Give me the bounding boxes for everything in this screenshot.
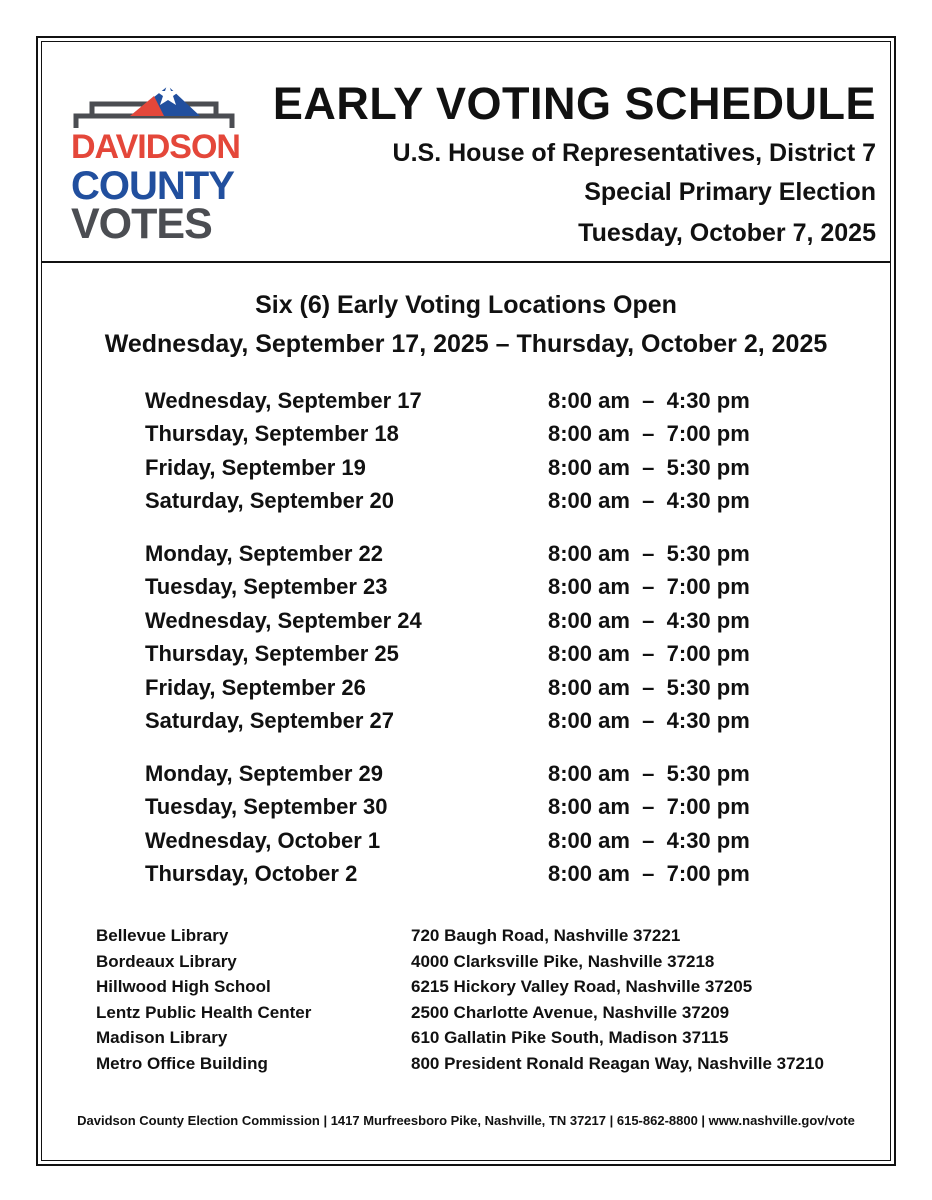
location-name: Madison Library: [96, 1028, 228, 1048]
election-office: U.S. House of Representatives, District 7: [392, 139, 876, 167]
schedule-day: Thursday, September 18: [145, 421, 399, 447]
location-address: 610 Gallatin Pike South, Madison 37115: [411, 1028, 729, 1048]
schedule-row: [145, 824, 845, 857]
footer-contact: Davidson County Election Commission | 1417 Murfreesboro Pike, Nashville, TN 37217 | 615-862-8800 | www.nashville.gov/vote: [77, 1113, 855, 1128]
election-type: Special Primary Election: [584, 178, 876, 206]
logo-line-votes: VOTES: [71, 200, 212, 248]
location-address: 2500 Charlotte Avenue, Nashville 37209: [411, 1002, 730, 1022]
schedule-hours: 8:00 am – 5:30 pm: [548, 454, 750, 480]
schedule-hours: 8:00 am – 4:30 pm: [548, 488, 750, 514]
logo-line-county: COUNTY: [71, 164, 234, 208]
schedule-hours: 8:00 am – 4:30 pm: [548, 827, 750, 853]
schedule-row: [145, 604, 845, 637]
schedule-day: Wednesday, September 17: [145, 388, 422, 413]
election-date: Tuesday, October 7, 2025: [578, 219, 876, 247]
location-address: 720 Baugh Road, Nashville 37221: [411, 926, 681, 945]
schedule-row: [145, 451, 845, 484]
schedule-day: Saturday, September 27: [145, 708, 395, 733]
locations-open-heading: Six (6) Early Voting Locations Open: [255, 291, 677, 319]
schedule-row: [145, 757, 845, 790]
schedule-hours: 8:00 am – 4:30 pm: [548, 607, 750, 633]
schedule-day: Wednesday, September 24: [145, 607, 422, 633]
page-title: EARLY VOTING SCHEDULE: [272, 78, 876, 129]
location-name: Metro Office Building: [96, 1053, 268, 1073]
schedule-day: Saturday, September 20: [145, 488, 395, 514]
schedule-day: Friday, September 19: [145, 454, 366, 480]
location-name: Hillwood High School: [96, 977, 271, 997]
schedule-row: [145, 537, 845, 570]
schedule-day: Wednesday, October 1: [145, 827, 381, 853]
location-row: [96, 1054, 886, 1080]
schedule-day: Thursday, October 2: [145, 861, 358, 887]
logo-line-davidson: DAVIDSON: [71, 128, 240, 166]
location-row: [96, 1028, 886, 1054]
location-name: Bordeaux Library: [96, 951, 237, 971]
schedule-day: Friday, September 26: [145, 674, 366, 700]
schedule-row: [145, 484, 845, 517]
location-name: Lentz Public Health Center: [96, 1002, 312, 1022]
schedule-hours: 8:00 am – 7:00 pm: [548, 794, 750, 820]
location-address: 800 President Ronald Reagan Way, Nashville 37210: [411, 1053, 824, 1073]
schedule-hours: 8:00 am – 7:00 pm: [548, 574, 750, 600]
date-range-heading: Wednesday, September 17, 2025 – Thursday, October 2, 2025: [104, 330, 828, 358]
location-row: [96, 952, 886, 978]
location-row: [96, 977, 886, 1003]
location-address: 6215 Hickory Valley Road, Nashville 37205: [411, 977, 753, 997]
schedule-day: Monday, September 22: [145, 541, 383, 566]
schedule-row: [145, 704, 845, 737]
ballot-box-icon: [68, 72, 240, 132]
schedule-hours: 8:00 am – 5:30 pm: [548, 761, 750, 786]
schedule-row: [145, 857, 845, 890]
location-row: [96, 926, 886, 952]
schedule-day: Tuesday, September 23: [145, 574, 388, 600]
schedule-day: Thursday, September 25: [145, 641, 399, 667]
location-address: 4000 Clarksville Pike, Nashville 37218: [411, 951, 715, 971]
schedule-row: [145, 570, 845, 603]
schedule-hours: 8:00 am – 5:30 pm: [548, 541, 750, 566]
schedule-day: Monday, September 29: [145, 761, 383, 786]
schedule-day: Tuesday, September 30: [145, 794, 388, 820]
schedule-hours: 8:00 am – 7:00 pm: [548, 861, 750, 887]
schedule-hours: 8:00 am – 5:30 pm: [548, 674, 750, 700]
schedule-row: [145, 417, 845, 450]
location-name: Bellevue Library: [96, 926, 229, 945]
location-row: [96, 1003, 886, 1029]
schedule-row: [145, 384, 845, 417]
schedule-hours: 8:00 am – 4:30 pm: [548, 708, 750, 733]
davidson-county-votes-logo: [68, 72, 240, 247]
schedule-hours: 8:00 am – 7:00 pm: [548, 641, 750, 667]
locations-list: [96, 926, 886, 1080]
schedule-hours: 8:00 am – 4:30 pm: [548, 388, 750, 413]
schedule-hours: 8:00 am – 7:00 pm: [548, 421, 750, 447]
schedule-row: [145, 671, 845, 704]
header-divider: [41, 261, 891, 263]
schedule-row: [145, 637, 845, 670]
schedule-row: [145, 790, 845, 823]
